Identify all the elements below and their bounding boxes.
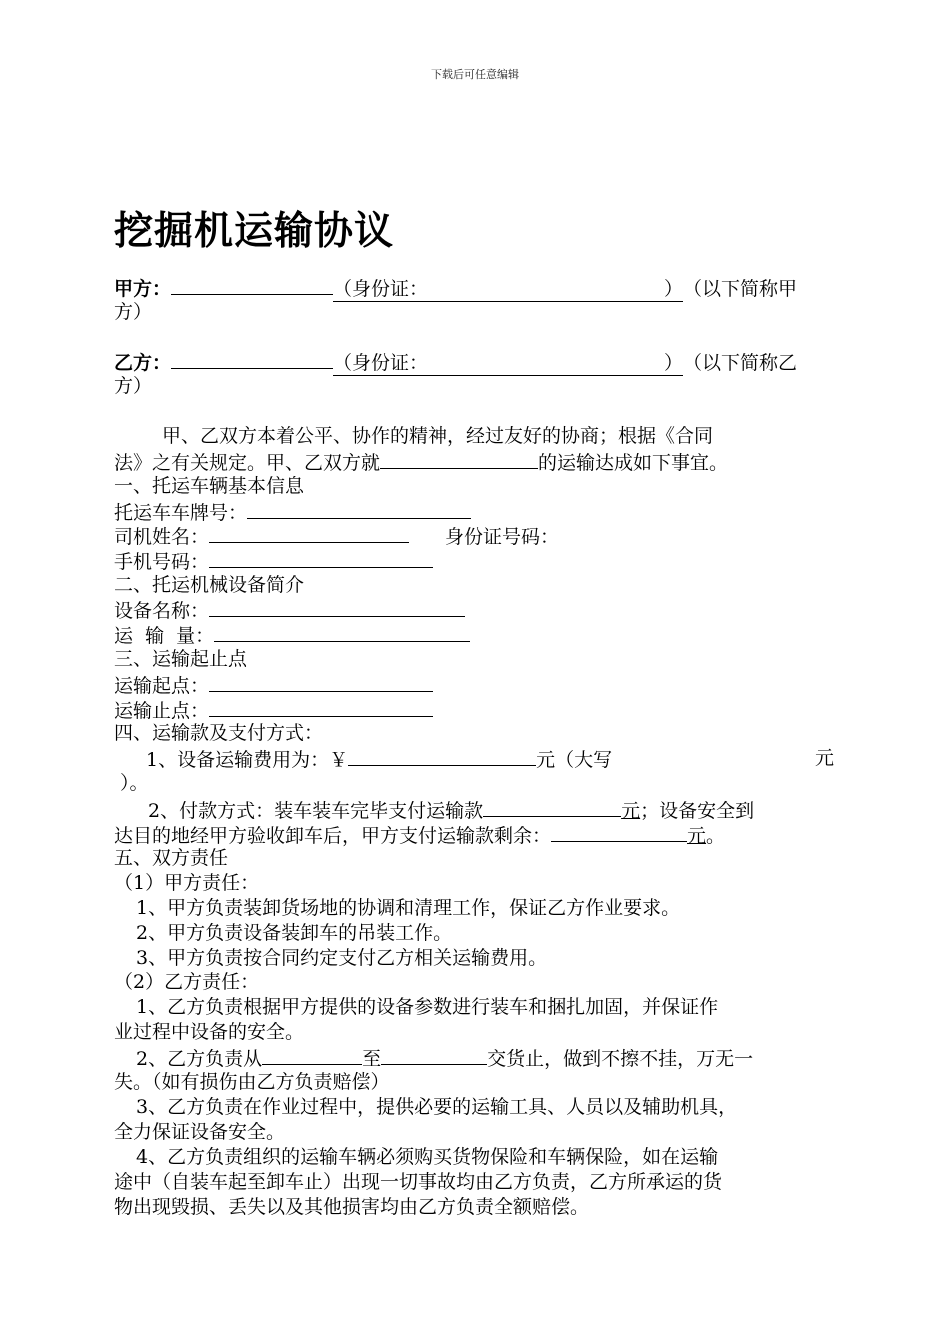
quantity-blank[interactable]: [214, 622, 470, 642]
party-b-duty-1-line-2: 业过程中设备的安全。: [114, 1021, 305, 1043]
section-1-heading: 一、托运车辆基本信息: [114, 475, 305, 497]
intro-line-2a: 法》之有关规定。甲、乙双方就: [114, 452, 381, 474]
duty-2-from-label: 2、乙方负责从: [136, 1048, 263, 1070]
party-a-suffix: （以下简称甲: [683, 278, 798, 300]
duty-2-rest: 交货止，做到不擦不挂，万无一: [487, 1048, 754, 1070]
party-a-name-blank[interactable]: [171, 275, 333, 295]
section-5-heading: 五、双方责任: [114, 847, 229, 869]
party-a-duty-3: 3、甲方负责按合同约定支付乙方相关运输费用。: [136, 947, 548, 969]
end-label: 运输止点：: [114, 700, 210, 722]
header-note: 下载后可任意编辑: [431, 68, 519, 81]
driver-row: [114, 523, 559, 549]
section-3-heading: 三、运输起止点: [114, 648, 248, 670]
section-2-heading: 二、托运机械设备简介: [114, 574, 305, 596]
end-row: [114, 697, 433, 723]
party-b-wrap: 方）: [114, 375, 153, 397]
transport-subject-blank[interactable]: [380, 449, 538, 469]
payment-row-2: [114, 822, 725, 848]
payment-first-yuan: 元: [621, 800, 641, 822]
id-number-label: 身份证号码：: [445, 526, 560, 548]
equipment-row: [114, 597, 465, 623]
driver-label: 司机姓名：: [114, 526, 210, 548]
section-4-heading: 四、运输款及支付方式：: [114, 722, 324, 744]
party-a-wrap: 方）: [114, 301, 153, 323]
party-b-duty-4-line-2: 途中（自装车起至卸车止）出现一切事故均由乙方负责，乙方所承运的货: [114, 1171, 723, 1193]
party-b-duty-1-line-1: 1、乙方负责根据甲方提供的设备参数进行装车和捆扎加固，并保证作: [136, 996, 719, 1018]
end-blank[interactable]: [209, 697, 433, 717]
party-b-suffix: （以下简称乙: [683, 352, 798, 374]
party-a-line: [114, 275, 797, 302]
fee-words-label: 元（大写: [536, 749, 613, 771]
fee-row: [146, 746, 612, 772]
party-b-duty-2-line-1: [136, 1045, 753, 1071]
intro-line-2b: 的运输达成如下事宜。: [538, 452, 729, 474]
driver-blank[interactable]: [209, 523, 409, 543]
party-b-duty-4-line-1: 4、乙方负责组织的运输车辆必须购买货物保险和车辆保险，如在运输: [136, 1146, 719, 1168]
equipment-label: 设备名称：: [114, 600, 210, 622]
duty-2-to-blank[interactable]: [381, 1045, 487, 1065]
party-a-duty-1: 1、甲方负责装卸货场地的协调和清理工作，保证乙方作业要求。: [136, 897, 681, 919]
equipment-blank[interactable]: [209, 597, 465, 617]
quantity-row: [114, 622, 470, 648]
party-b-label: 乙方：: [114, 352, 172, 374]
party-a-id-close: ）: [664, 278, 684, 300]
phone-label: 手机号码：: [114, 551, 210, 573]
party-b-duty-3-line-1: 3、乙方负责在作业过程中，提供必要的运输工具、人员以及辅助机具，: [136, 1096, 738, 1118]
party-b-name-blank[interactable]: [171, 349, 333, 369]
start-label: 运输起点：: [114, 675, 210, 697]
party-b-line: [114, 349, 797, 376]
phone-blank[interactable]: [209, 548, 433, 568]
start-blank[interactable]: [209, 672, 433, 692]
duty-2-from-blank[interactable]: [262, 1045, 362, 1065]
party-b-duty-3-line-2: 全力保证设备安全。: [114, 1121, 286, 1143]
party-a-id-field[interactable]: [333, 277, 683, 302]
payment-remaining-blank[interactable]: [551, 822, 687, 842]
party-a-duty-2: 2、甲方负责设备装卸车的吊装工作。: [136, 922, 453, 944]
payment-first-blank[interactable]: [483, 797, 621, 817]
phone-row: [114, 548, 433, 574]
quantity-label: 运 输 量：: [114, 625, 215, 647]
plate-row: [114, 499, 471, 525]
payment-label: 2、付款方式：装车装车完毕支付运输款: [148, 800, 484, 822]
fee-yuan: 元: [815, 747, 835, 769]
payment-row-2-end: 。: [706, 825, 726, 847]
payment-row-2-text: 达目的地经甲方验收卸车后，甲方支付运输款剩余：: [114, 825, 552, 847]
payment-remaining-yuan: 元: [687, 825, 707, 847]
fee-label: 1、设备运输费用为：￥: [146, 749, 349, 771]
plate-label: 托运车车牌号：: [114, 502, 248, 524]
intro-line-1: 甲、乙双方本着公平、协作的精神，经过友好的协商；根据《合同: [162, 425, 714, 447]
fee-amount-blank[interactable]: [348, 746, 536, 766]
plate-blank[interactable]: [247, 499, 471, 519]
party-a-label: 甲方：: [114, 278, 172, 300]
duty-2-to-label: 至: [362, 1048, 382, 1070]
party-b-id-field[interactable]: [333, 351, 683, 376]
party-b-id-open: （身份证：: [333, 352, 429, 374]
party-b-duty-2-line-2: 失。（如有损伤由乙方负责赔偿）: [114, 1071, 390, 1093]
payment-row-1-end: ；设备安全到: [640, 800, 755, 822]
intro-line-2: [114, 449, 728, 475]
document-title: 挖掘机运输协议: [114, 209, 395, 254]
fee-close: ）。: [120, 772, 149, 794]
start-row: [114, 672, 433, 698]
payment-row-1: [148, 797, 754, 823]
party-b-id-close: ）: [664, 352, 684, 374]
party-b-duty-heading: （2）乙方责任：: [114, 971, 260, 993]
party-b-duty-4-line-3: 物出现毁损、丢失以及其他损害均由乙方负责全额赔偿。: [114, 1196, 590, 1218]
party-a-duty-heading: （1）甲方责任：: [114, 872, 260, 894]
party-a-id-open: （身份证：: [333, 278, 429, 300]
